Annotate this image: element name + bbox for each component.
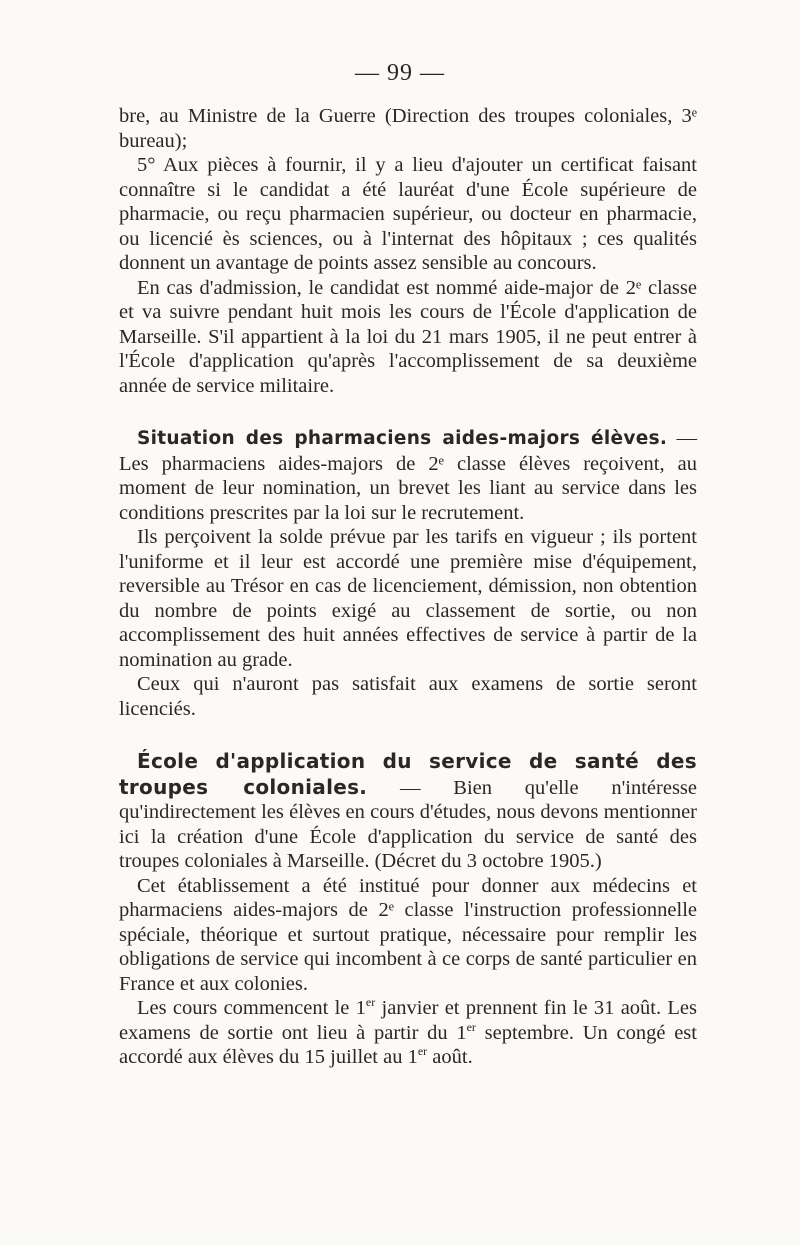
paragraph: Cet établissement a été institué pour donner aux médecins et pharmaciens aides-majors de 2ᵉ classe l'instruction professionnelle spéciale, théorique et surtout pratique, nécessaire pour remplir les obligations de service qui incombent à ce corps de santé particulier en France et aux colonies. (119, 874, 697, 995)
section-text: Les pharmaciens aides-majors de 2ᵉ classe élèves reçoivent, au moment de leur nomination, un brevet les liant au service dans les conditions prescrites par la loi sur le recrutement. (119, 452, 697, 524)
heading-dash: — (667, 427, 697, 449)
paragraph (119, 996, 697, 1070)
paragraph: Ceux qui n'auront pas satisfait aux examens de sortie seront licenciés. (119, 673, 697, 720)
superscript: er (466, 1019, 476, 1034)
paragraph: 5° Aux pièces à fournir, il y a lieu d'ajouter un certificat faisant connaître si le candidat a été lauréat d'une École supérieure de pharmacie, ou reçu pharmacien supérieur, ou docteur en pharmacie, ou licencié ès sciences, ou à l'internat des hôpitaux ; ces qualités donnent un avantage de points assez sensible au concours. (119, 154, 697, 274)
section-text: Bien qu'elle n'intéresse qu'indirectement les élèves en cours d'études, nous devons mentionner ici la création d'une École d'application du service de santé des troupes coloniales à Marseille. (Décret du 3 octobre 1905.) (119, 776, 698, 872)
section-gap (119, 721, 697, 749)
text-run: août. (427, 1046, 473, 1068)
heading-dash: — (367, 776, 454, 799)
body-text (119, 104, 697, 1070)
paragraph: Ils perçoivent la solde prévue par les tarifs en vigueur ; ils portent l'uniforme et il leur est accordé une première mise d'équipement, reversible au Trésor en cas de licenciement, démission, non obtention du nombre de points exigé au classement de sortie, ou non accomplissement des huit années effectives de service à partir de la nomination au grade. (119, 526, 697, 671)
superscript: er (365, 995, 376, 1010)
section-heading: Situation des pharmaciens aides-majors élèves. (137, 428, 668, 449)
text-run: septembre. Un congé est accordé aux élèves du 15 juillet au 1 (119, 1021, 697, 1068)
text-run: janvier et prennent fin le 31 août. Les examens de sortie ont lieu à partir du 1 (119, 997, 697, 1044)
superscript: er (417, 1044, 428, 1059)
section-situation (119, 426, 697, 525)
page-number: — 99 — (355, 60, 445, 86)
section-gap (119, 398, 697, 426)
text-run: Les cours commencent le 1 (137, 997, 366, 1019)
paragraph: En cas d'admission, le candidat est nommé aide-major de 2ᵉ classe et va suivre pendant huit mois les cours de l'École d'application de Marseille. S'il appartient à la loi du 21 mars 1905, il ne peut entrer à l'École d'application qu'après l'accomplissement de sa deuxième année de service militaire. (119, 276, 697, 397)
section-ecole (119, 749, 697, 874)
paragraph: bre, au Ministre de la Guerre (Direction des troupes coloniales, 3ᵉ bureau); (119, 105, 697, 152)
section-heading: École d'application du service de santé des troupes coloniales. (119, 749, 697, 799)
